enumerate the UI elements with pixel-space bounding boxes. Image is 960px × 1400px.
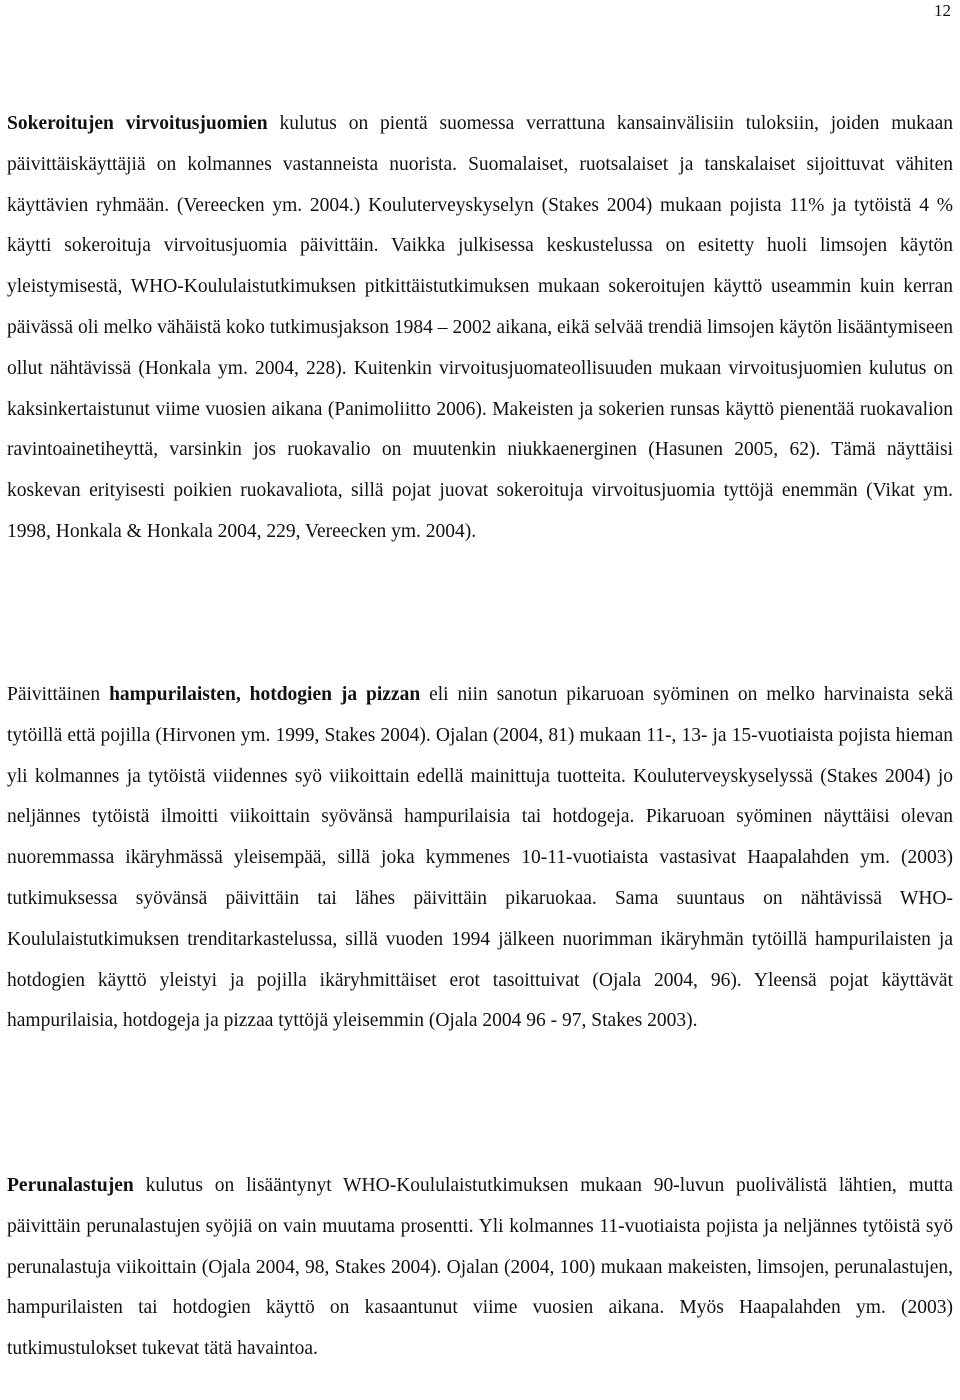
paragraph-heading-bold: Perunalastujen	[7, 1175, 134, 1196]
paragraph-body: kulutus on pientä suomessa verrattuna kansainvälisiin tuloksiin, joiden mukaan päivittäiskäyttäjiä on kolmannes vastanneista nuorista. Suomalaiset, ruotsalaiset ja tanskalaiset sijoittuvat vähiten käyttävien ryhmään. (Vereecken ym. 2004.) Kouluterveyskyselyn (Stakes 2004) mukaan pojista 11% ja tytöistä 4 % käytti sokeroituja virvoitusjuomia päivittäin. Vaikka julkisessa keskustelussa on esitetty huoli limsojen käytön yleistymisestä, WHO-Koululaistutkimuksen pitkittäistutkimuksen mukaan sokeroitujen käyttö useammin kuin kerran päivässä oli melko vähäistä koko tutkimusjakson 1984 – 2002 aikana, eikä selvää trendiä limsojen käytön lisääntymiseen ollut nähtävissä (Honkala ym. 2004, 228). Kuitenkin virvoitusjuomateollisuuden mukaan virvoitusjuomien kulutus on kaksinkertaistunut viime vuosien aikana (Panimoliitto 2006). Makeisten ja sokerien runsas käyttö pienentää ruokavalion ravintoainetiheyttä, varsinkin jos ruokavalio on muutenkin niukkaenerginen (Hasunen 2005, 62). Tämä näyttäisi koskevan erityisesti poikien ruokavaliota, sillä pojat juovat sokeroituja virvoitusjuomia tyttöjä enemmän (Vikat ym. 1998, Honkala & Honkala 2004, 229, Vereecken ym. 2004).	[7, 113, 953, 542]
paragraph-heading-bold: hampurilaisten, hotdogien ja pizzan	[109, 684, 421, 705]
paragraph-fast-food	[7, 675, 953, 1042]
paragraph-potato-chips	[7, 1166, 953, 1370]
paragraph-lead: Päivittäinen	[7, 684, 110, 705]
paragraph-heading-bold: Sokeroitujen virvoitusjuomien	[7, 113, 268, 134]
page-number: 12	[934, 1, 951, 20]
paragraph-soft-drinks	[7, 104, 953, 553]
paragraph-body: eli niin sanotun pikaruoan syöminen on melko harvinaista sekä tytöillä että pojilla (Hirvonen ym. 1999, Stakes 2004). Ojalan (2004, 81) mukaan 11-, 13- ja 15-vuotiaista pojista hieman yli kolmannes ja tytöistä viidennes syö viikoittain edellä mainittuja tuotteita. Kouluterveyskyselyssä (Stakes 2004) jo neljännes tytöistä ilmoitti viikoittain syövänsä hampurilaisia tai hotdogeja. Pikaruoan syöminen näyttäisi olevan nuoremmassa ikäryhmässä yleisempää, sillä joka kymmenes 10-11-vuotiaista vastasivat Haapalahden ym. (2003) tutkimuksessa syövänsä päivittäin tai lähes päivittäin pikaruokaa. Sama suuntaus on nähtävissä WHO-Koululaistutkimuksen trenditarkastelussa, sillä vuoden 1994 jälkeen nuorimman ikäryhmän tytöillä hampurilaisten ja hotdogien käyttö yleistyi ja pojilla ikäryhmittäiset erot tasoittuivat (Ojala 2004, 96). Yleensä pojat käyttävät hampurilaisia, hotdogeja ja pizzaa tyttöjä yleisemmin (Ojala 2004 96 - 97, Stakes 2003).	[7, 684, 953, 1032]
paragraph-body: kulutus on lisääntynyt WHO-Koululaistutkimuksen mukaan 90-luvun puolivälistä lähtien, mutta päivittäin perunalastujen syöjiä on vain muutama prosentti. Yli kolmannes 11-vuotiaista pojista ja neljännes tytöistä syö perunalastuja viikoittain (Ojala 2004, 98, Stakes 2004). Ojalan (2004, 100) mukaan makeisten, limsojen, perunalastujen, hampurilaisten tai hotdogien käyttö on kasaantunut viime vuosien aikana. Myös Haapalahden ym. (2003) tutkimustulokset tukevat tätä havaintoa.	[7, 1175, 953, 1360]
